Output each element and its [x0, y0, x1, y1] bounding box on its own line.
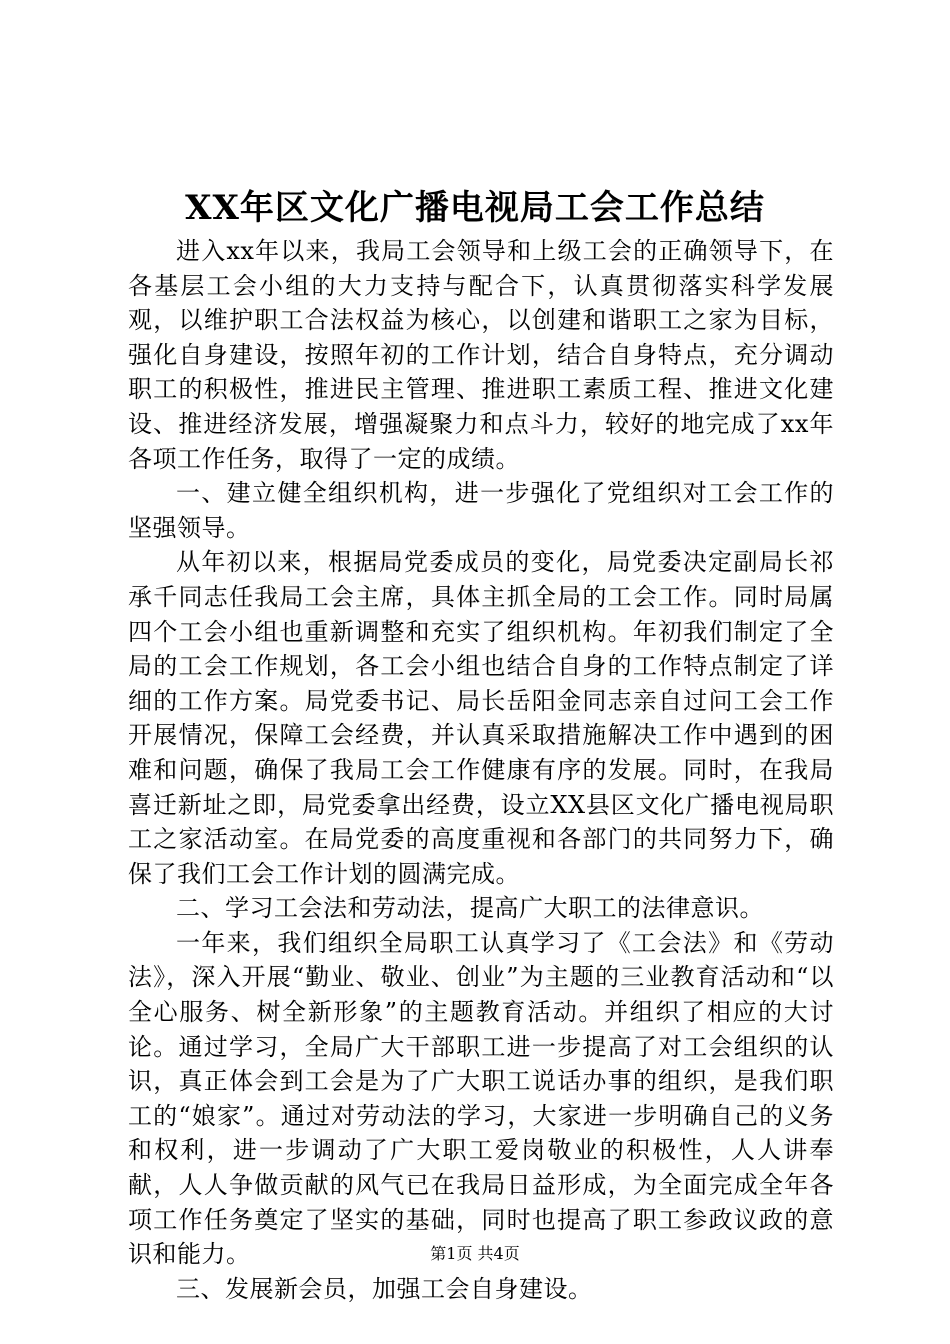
- document-body: [128, 234, 834, 1306]
- intro-paragraph: 进入xx年以来，我局工会领导和上级工会的正确领导下，在各基层工会小组的大力支持与配合下，认真贯彻落实科学发展观，以维护职工合法权益为核心，以创建和谐职工之家为目标，强化自身建设，按照年初的工作计划，结合自身特点，充分调动职工的积极性，推进民主管理、推进职工素质工程、推进文化建设、推进经济发展，增强凝聚力和点斗力，较好的地完成了xx年各项工作任务，取得了一定的成绩。: [128, 237, 834, 473]
- document-title: XX年区文化广播电视局工会工作总结: [185, 188, 765, 228]
- page-number-footer: 第1页 共4页: [430, 1244, 520, 1263]
- section-1-paragraph: 从年初以来，根据局党委成员的变化，局党委决定副局长祁承千同志任我局工会主席，具体主抓全局的工会工作。同时局属四个工会小组也重新调整和充实了组织机构。年初我们制定了全局的工会工作规划，各工会小组也结合自身的工作特点制定了详细的工作方案。局党委书记、局长岳阳金同志亲自过问工会工作开展情况，保障工会经费，并认真采取措施解决工作中遇到的困难和问题，确保了我局工会工作健康有序的发展。同时，在我局喜迁新址之即，局党委拿出经费，设立XX县区文化广播电视局职工之家活动室。在局党委的高度重视和各部门的共同努力下，确保了我们工会工作计划的圆满完成。: [128, 548, 834, 888]
- section-heading-2: 二、学习工会法和劳动法，提高广大职工的法律意识。: [176, 894, 764, 923]
- section-heading-3: 三、发展新会员，加强工会自身建设。: [176, 1274, 593, 1303]
- section-2-paragraph: 一年来，我们组织全局职工认真学习了《工会法》和《劳动法》，深入开展“勤业、敬业、创业”为主题的三业教育活动和“以全心服务、树全新形象”的主题教育活动。并组织了相应的大讨论。通过学习，全局广大干部职工进一步提高了对工会组织的认识，真正体会到工会是为了广大职工说话办事的组织，是我们职工的“娘家”。通过对劳动法的学习，大家进一步明确自己的义务和权利，进一步调动了广大职工爱岗敬业的积极性，人人讲奉献，人人争做贡献的风气已在我局日益形成，为全面完成全年各项工作任务奠定了坚实的基础，同时也提高了职工参政议政的意识和能力。: [128, 928, 834, 1269]
- section-heading-1: 一、建立健全组织机构，进一步强化了党组织对工会工作的坚强领导。: [128, 479, 834, 542]
